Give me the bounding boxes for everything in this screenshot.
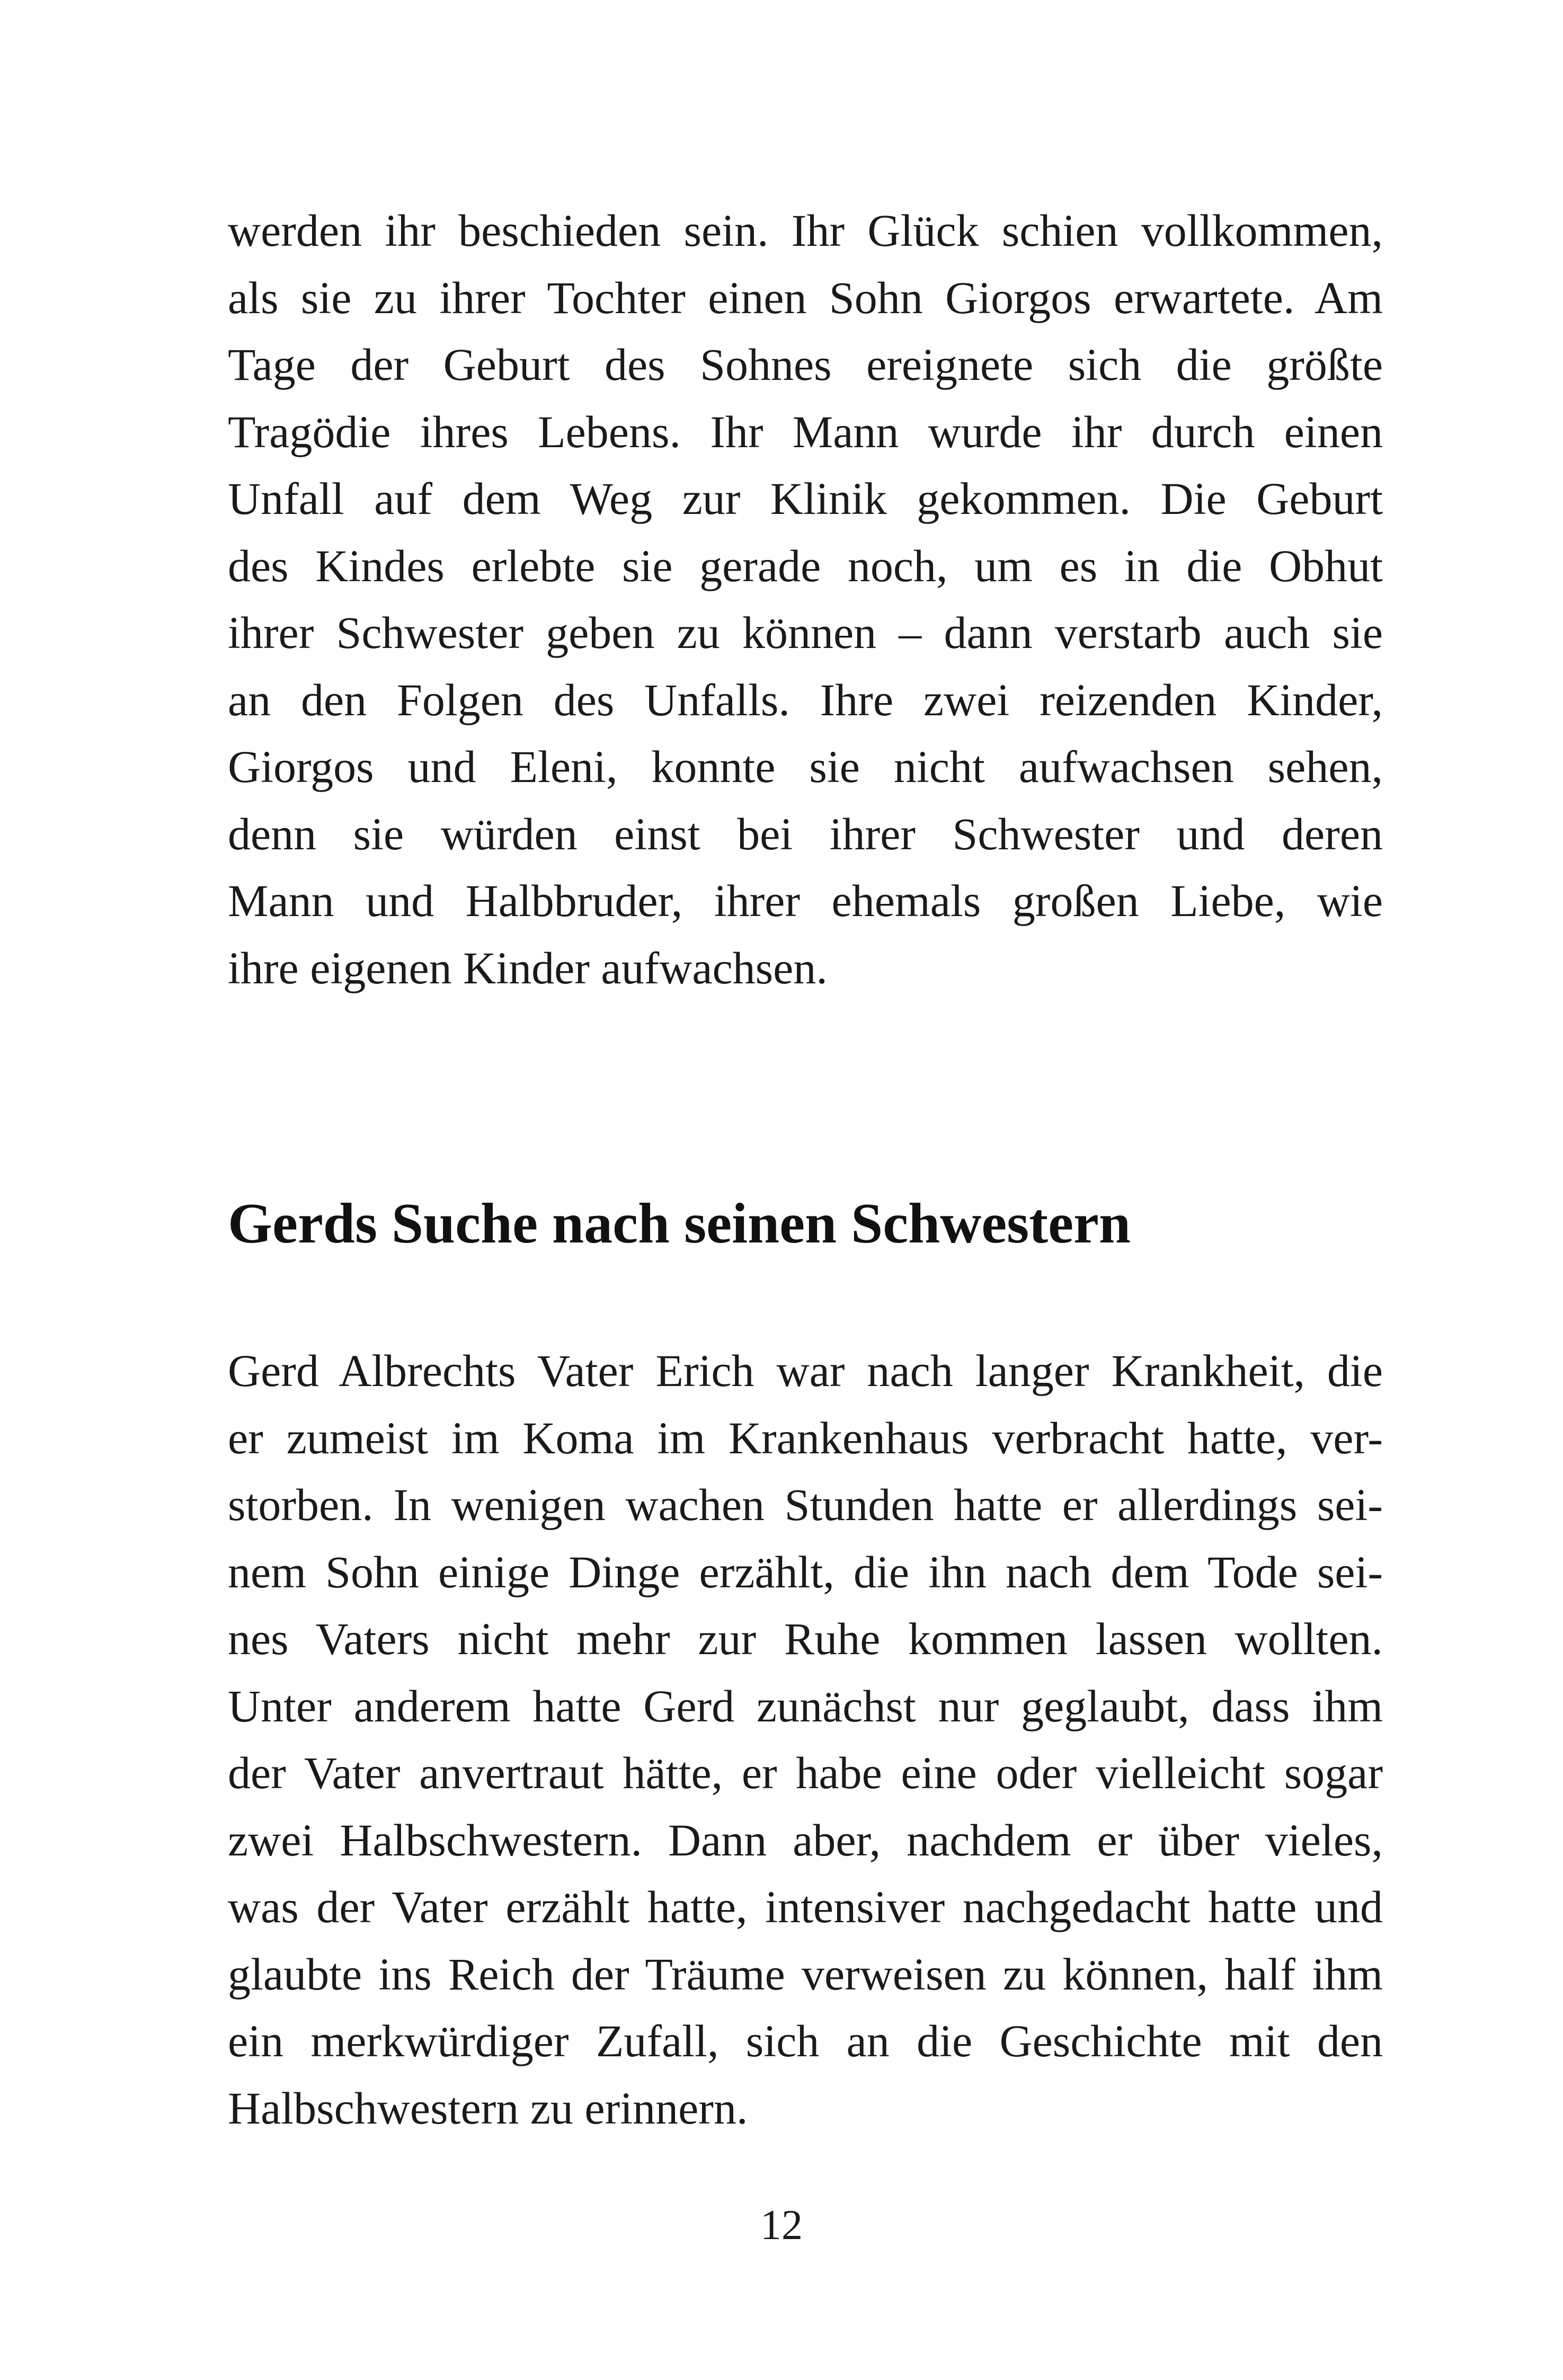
text-line: der Vater anvertraut hätte, er habe eine oder vielleicht sogar: [228, 1747, 1383, 1798]
text-line: als sie zu ihrer Tochter einen Sohn Giorgos erwartete. Am: [228, 272, 1383, 323]
text-line: zwei Halbschwestern. Dann aber, nachdem er über vieles,: [228, 1814, 1383, 1866]
text-line: an den Folgen des Unfalls. Ihre zwei reizenden Kinder,: [228, 674, 1383, 725]
text-line: Giorgos und Eleni, konnte sie nicht aufwachsen sehen,: [228, 741, 1383, 792]
text-line: er zumeist im Koma im Krankenhaus verbracht hatte, ver-: [228, 1412, 1383, 1463]
page-number: 12: [760, 2202, 803, 2249]
text-line: was der Vater erzählt hatte, intensiver nachgedacht hatte und: [228, 1881, 1383, 1932]
text-line: nes Vaters nicht mehr zur Ruhe kommen lassen wollten.: [228, 1613, 1383, 1664]
text-line: Halbschwestern zu erinnern.: [228, 2082, 748, 2134]
text-line: glaubte ins Reich der Träume verweisen zu können, half ihm: [228, 1948, 1383, 2000]
text-line: storben. In wenigen wachen Stunden hatte er allerdings sei-: [228, 1479, 1383, 1530]
paragraph-continued: [228, 197, 1383, 1001]
text-line: nem Sohn einige Dinge erzählt, die ihn nach dem Tode sei-: [228, 1546, 1383, 1597]
text-line: ihrer Schwester geben zu können – dann verstarb auch sie: [228, 607, 1383, 658]
text-line: denn sie würden einst bei ihrer Schwester und deren: [228, 808, 1383, 859]
section-heading: Gerds Suche nach seinen Schwestern: [228, 1192, 1131, 1255]
paragraph-section-body: [228, 1337, 1383, 2142]
text-line: werden ihr beschieden sein. Ihr Glück schien vollkommen,: [228, 205, 1383, 256]
text-line: Mann und Halbbruder, ihrer ehemals großen Liebe, wie: [228, 875, 1383, 926]
text-line: Tage der Geburt des Sohnes ereignete sich die größte: [228, 339, 1383, 390]
text-line: Gerd Albrechts Vater Erich war nach langer Krankheit, die: [228, 1345, 1383, 1396]
text-line: Unter anderem hatte Gerd zunächst nur geglaubt, dass ihm: [228, 1680, 1383, 1731]
text-line: ein merkwürdiger Zufall, sich an die Geschichte mit den: [228, 2015, 1383, 2066]
text-line: Tragödie ihres Lebens. Ihr Mann wurde ihr durch einen: [228, 406, 1383, 457]
text-line: ihre eigenen Kinder aufwachsen.: [228, 942, 828, 993]
text-line: des Kindes erlebte sie gerade noch, um es in die Obhut: [228, 540, 1383, 591]
text-line: Unfall auf dem Weg zur Klinik gekommen. Die Geburt: [228, 473, 1383, 524]
